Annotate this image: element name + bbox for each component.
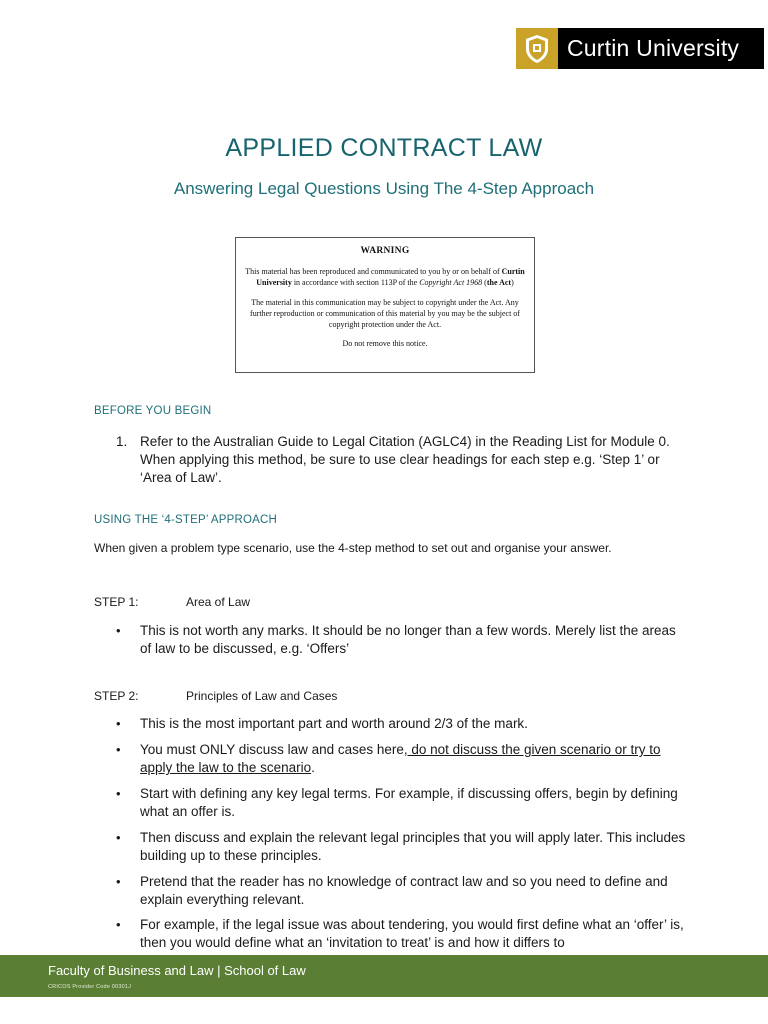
item-text: Refer to the Australian Guide to Legal Citation (AGLC4) in the Reading List for Module 0. When applying this method, be sure to use clear headings for each step e.g. ‘Step 1’ or ‘Area of Law’. [140,434,670,485]
step-name: Area of Law [186,595,251,609]
bullet-text: You must ONLY discuss law and cases here, do not discuss the given scenario or try to apply the law to the scenario. [140,742,661,775]
footer-cricos: CRICOS Provider Code 00301J [48,984,132,990]
bullet-icon: • [116,874,121,889]
bullet-text: For example, if the legal issue was about tendering, you would first define what an ‘offer’ is, then you would define what an ‘invitation to treat’ is and how it differs to [140,917,684,950]
warning-paragraph-1: This material has been reproduced and communicated to you by or on behalf of Curtin University in accordance with section 113P of the Copyright Act 1968 (the Act) [245,267,525,287]
section-heading-using: USING THE ‘4-STEP’ APPROACH [94,514,278,526]
bullet-icon: • [116,830,121,845]
curtin-logo [516,28,764,69]
bullet-text: This is the most important part and worth around 2/3 of the mark. [140,716,528,731]
bullet-icon: • [116,623,121,638]
warning-heading: WARNING [360,246,410,256]
step-name: Principles of Law and Cases [186,689,338,703]
bullet-icon: • [116,742,121,757]
underlined-warning: , do not discuss the given scenario or try to apply the law to the scenario [140,742,661,775]
bullet-icon: • [116,917,121,932]
document-subtitle: Answering Legal Questions Using The 4-Step Approach [173,179,595,198]
copyright-warning [235,237,535,373]
bullet-icon: • [116,716,121,731]
crest-icon [516,28,558,69]
footer-faculty: Faculty of Business and Law | School of Law [48,963,306,978]
step-label: STEP 1: [94,595,139,609]
bullet-text: This is not worth any marks. It should be no longer than a few words. Merely list the areas of law to be discussed, e.g. ‘Offers’ [140,623,676,656]
intro-text: When given a problem type scenario, use the 4-step method to set out and organise your answer. [94,541,612,555]
item-number: 1. [116,434,128,449]
bullet-text: Start with defining any key legal terms. For example, if discussing offers, begin by defining what an offer is. [140,786,678,819]
bullet-text: Pretend that the reader has no knowledge of contract law and so you need to define and explain everything relevant. [140,874,668,907]
logo-name: Curtin University [567,35,740,61]
bullet-item [116,916,686,955]
bullet-icon: • [116,786,121,801]
bullet-text: Then discuss and explain the relevant legal principles that you will apply later. This includes building up to these principles. [140,830,686,863]
section-heading-before: BEFORE YOU BEGIN [94,405,212,417]
warning-paragraph-2: The material in this communication may be subject to copyright under the Act. Any further reproduction or communication of this material by you may be the subject of copyright protection under the Act. [250,298,520,329]
warning-paragraph-3: Do not remove this notice. [342,339,428,348]
document-title: APPLIED CONTRACT LAW [225,134,543,162]
step-1-heading [94,595,251,609]
page-footer [0,955,768,997]
step-2-heading [94,689,338,703]
step-label: STEP 2: [94,689,139,703]
